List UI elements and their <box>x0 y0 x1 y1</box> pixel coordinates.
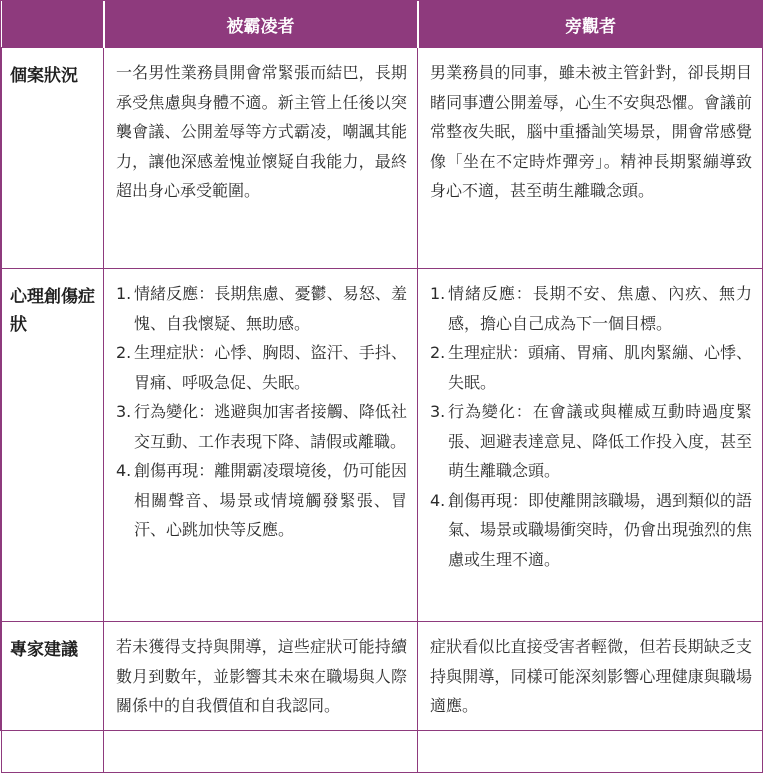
header-victim: 被霸凌者 <box>104 1 418 48</box>
list-item <box>430 338 752 397</box>
row-case <box>2 48 763 269</box>
comparison-table <box>1 1 763 773</box>
list-item-text: 創傷再現：即使離開該職場，遇到類似的語氣、場景或職場衝突時，仍會出現強烈的焦慮或生理不適。 <box>448 490 753 569</box>
row-label-case: 個案狀況 <box>2 48 104 269</box>
bystander-symptom-list <box>430 279 752 574</box>
cell-advice-victim: 若未獲得支持與開導，這些症狀可能持續數月到數年，並影響其未來在職場與人際關係中的自我價值和自我認同。 <box>104 622 418 773</box>
row-label-symptoms: 心理創傷症狀 <box>2 269 104 622</box>
cell-case-bystander: 男業務員的同事，雖未被主管針對，卻長期目睹同事遭公開羞辱，心生不安與恐懼。會議前常整夜失眠，腦中重播訕笑場景，開會常感覺像「坐在不定時炸彈旁」。精神長期緊繃導致身心不適，甚至萌生離職念頭。 <box>418 48 763 269</box>
list-item-text: 創傷再現：離開霸凌環境後，仍可能因相關聲音、場景或情境觸發緊張、冒汗、心跳加快等反應。 <box>134 461 407 539</box>
list-item <box>430 279 752 338</box>
cell-case-victim: 一名男性業務員開會常緊張而結巴，長期承受焦慮與身體不適。新主管上任後以突襲會議、公開羞辱等方式霸凌，嘲諷其能力，讓他深感羞愧並懷疑自我能力，最終超出身心承受範圍。 <box>104 48 418 269</box>
list-item-number: 2. <box>430 343 446 362</box>
list-item-number: 2. <box>116 343 132 362</box>
list-item <box>116 279 407 338</box>
row-label-advice: 專家建議 <box>2 622 104 773</box>
cell-advice-bystander: 症狀看似比直接受害者輕微，但若長期缺乏支持與開導，同樣可能深刻影響心理健康與職場適應。 <box>418 622 763 773</box>
list-item <box>116 338 407 397</box>
cell-symptoms-bystander <box>418 269 763 622</box>
list-item-number: 3. <box>116 402 132 421</box>
list-item-number: 3. <box>430 402 446 421</box>
header-corner <box>2 1 104 48</box>
list-item-number: 1. <box>116 284 132 303</box>
list-item-text: 情緒反應：長期不安、焦慮、內疚、無力感，擔心自己成為下一個目標。 <box>448 284 752 333</box>
list-item-text: 情緒反應：長期焦慮、憂鬱、易怒、羞愧、自我懷疑、無助感。 <box>134 284 407 333</box>
list-item <box>430 486 752 575</box>
cell-symptoms-victim <box>104 269 418 622</box>
row-advice <box>2 622 763 773</box>
list-item-text: 行為變化：在會議或與權威互動時過度緊張、迴避表達意見、降低工作投入度，甚至萌生離職念頭。 <box>448 402 753 480</box>
victim-symptom-list <box>116 279 407 545</box>
list-item <box>116 397 407 456</box>
row-symptoms <box>2 269 763 622</box>
list-item-number: 1. <box>430 284 446 303</box>
list-item-number: 4. <box>116 461 132 480</box>
list-item <box>430 397 752 486</box>
list-item-text: 生理症狀：頭痛、胃痛、肌肉緊繃、心悸、失眠。 <box>448 343 753 392</box>
list-item-text: 生理症狀：心悸、胸悶、盜汗、手抖、胃痛、呼吸急促、失眠。 <box>134 343 407 392</box>
list-item <box>116 456 407 545</box>
header-bystander: 旁觀者 <box>418 1 763 48</box>
header-row <box>2 1 763 48</box>
list-item-text: 行為變化：逃避與加害者接觸、降低社交互動、工作表現下降、請假或離職。 <box>134 402 407 451</box>
list-item-number: 4. <box>430 490 446 510</box>
